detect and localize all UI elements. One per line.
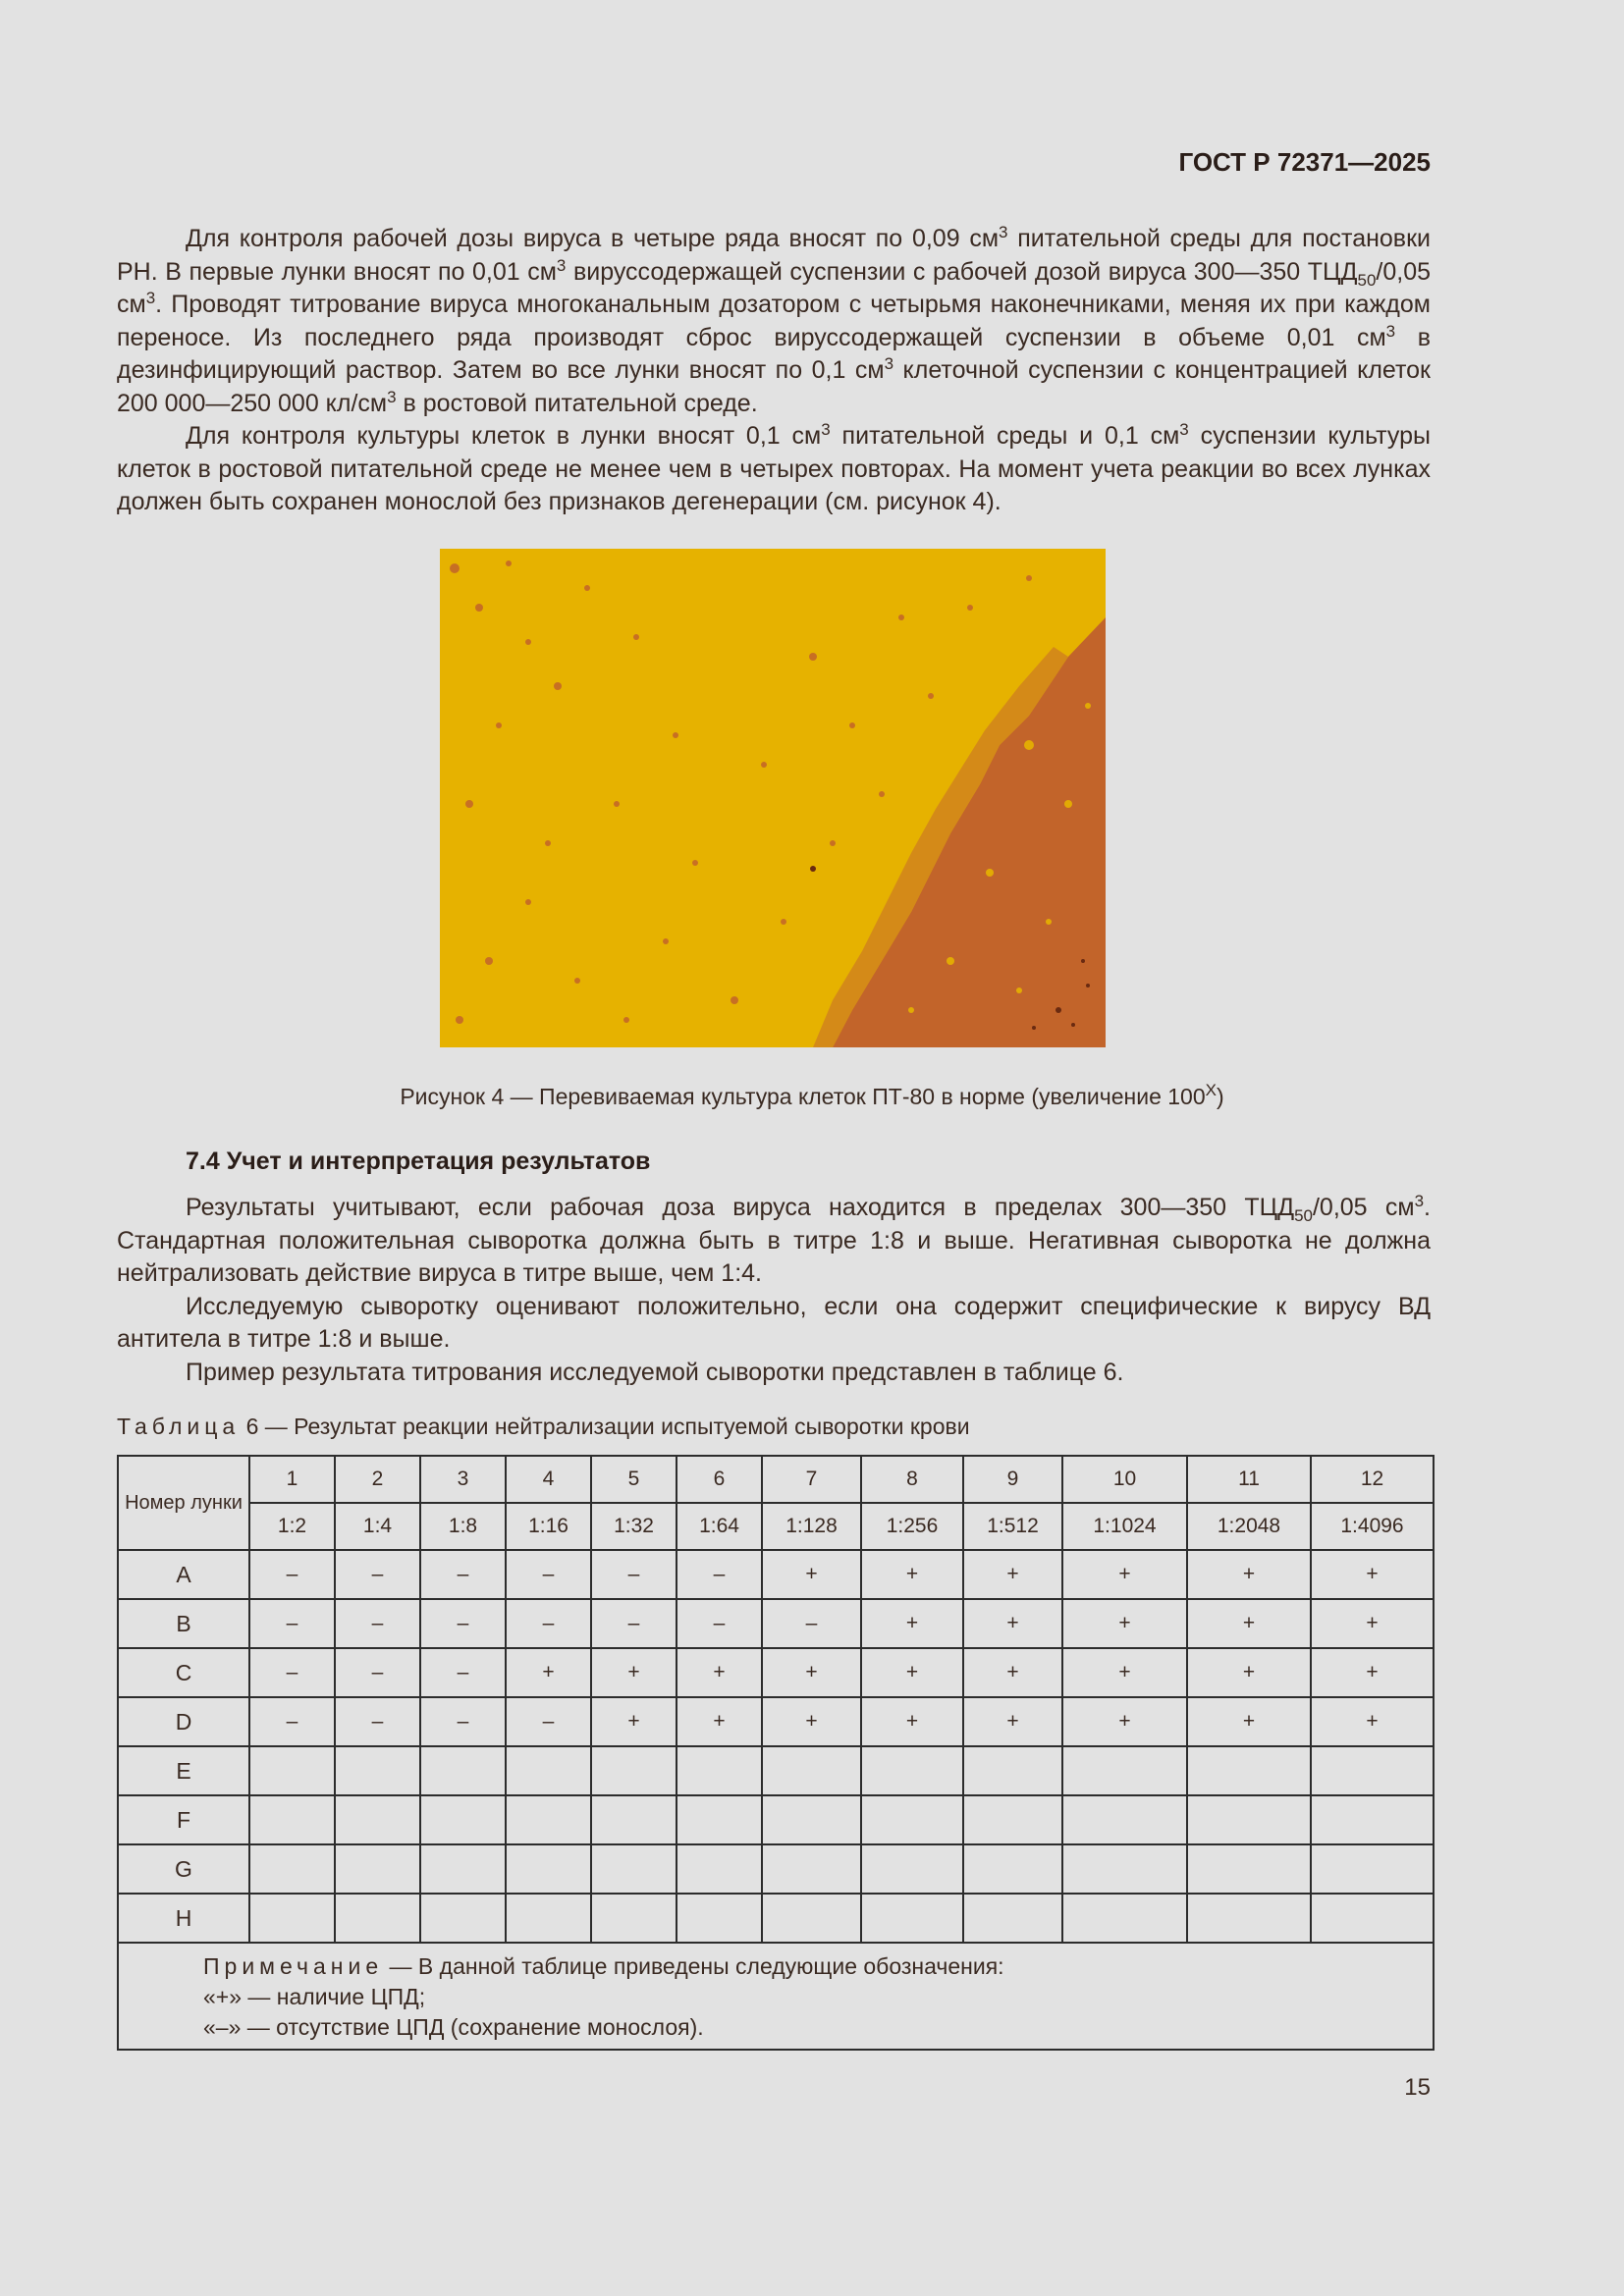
dilution-header: 1:256	[861, 1503, 963, 1550]
result-cell	[506, 1844, 591, 1894]
result-cell: –	[335, 1599, 420, 1648]
well-number-header: 12	[1311, 1456, 1434, 1503]
dilution-header: 1:512	[963, 1503, 1062, 1550]
result-cell	[335, 1795, 420, 1844]
table-row	[118, 1844, 1434, 1894]
dilution-header: 1:32	[591, 1503, 677, 1550]
result-cell: +	[591, 1697, 677, 1746]
result-cell	[506, 1746, 591, 1795]
result-cell: +	[1062, 1599, 1187, 1648]
result-cell: +	[963, 1599, 1062, 1648]
paragraph-positive-evaluation: Исследуемую сыворотку оценивают положительно, если она содержит специфические к вирусу ВД антитела в титре 1:8 и выше.	[117, 1292, 1431, 1353]
table-row	[118, 1795, 1434, 1844]
result-cell: +	[1311, 1550, 1434, 1599]
result-cell	[591, 1844, 677, 1894]
result-cell: –	[506, 1550, 591, 1599]
row-label: E	[118, 1746, 249, 1795]
result-cell	[591, 1746, 677, 1795]
result-cell	[1311, 1894, 1434, 1943]
page-number: 15	[1404, 2074, 1431, 2101]
result-cell	[861, 1746, 963, 1795]
neutralization-results-table	[117, 1455, 1435, 2051]
result-cell: +	[1187, 1550, 1311, 1599]
dilution-header: 1:4096	[1311, 1503, 1434, 1550]
result-cell: –	[249, 1599, 335, 1648]
result-cell	[861, 1795, 963, 1844]
dilution-header: 1:4	[335, 1503, 420, 1550]
table-row	[118, 1746, 1434, 1795]
result-cell	[762, 1746, 861, 1795]
result-cell	[677, 1746, 762, 1795]
result-cell	[420, 1795, 506, 1844]
table-header-dilutions	[118, 1503, 1434, 1550]
result-cell: +	[1311, 1648, 1434, 1697]
result-cell: +	[963, 1550, 1062, 1599]
figure-caption: Рисунок 4 — Перевиваемая культура клеток ПТ-80 в норме (увеличение $100^X$)	[400, 1081, 1224, 1109]
table-row	[118, 1697, 1434, 1746]
table-title: Таблица 6 — Результат реакции нейтрализации испытуемой сыворотки крови	[117, 1414, 970, 1439]
result-cell: +	[762, 1648, 861, 1697]
cell-culture-micrograph	[440, 549, 1106, 1047]
result-cell	[677, 1894, 762, 1943]
result-cell	[420, 1894, 506, 1943]
paragraph-cell-culture-control: Для контроля культуры клеток в лунки вносят 0,1 $см^3$ питательной среды и 0,1 $см^3$ суспензии культуры клеток в ростовой питательной среде не менее чем в четырех повторах. На момент учета реакции во всех лунках должен быть сохранен монослой без признаков дегенерации (см. рисунок 4).	[117, 420, 1431, 515]
row-label: A	[118, 1550, 249, 1599]
result-cell: +	[1187, 1648, 1311, 1697]
result-cell: +	[861, 1550, 963, 1599]
result-cell: +	[1187, 1599, 1311, 1648]
note-plus: «+» — наличие ЦПД;	[203, 1984, 426, 2009]
result-cell	[861, 1844, 963, 1894]
row-label: D	[118, 1697, 249, 1746]
result-cell	[1187, 1844, 1311, 1894]
result-cell	[1187, 1795, 1311, 1844]
result-cell: –	[249, 1550, 335, 1599]
result-cell: –	[249, 1648, 335, 1697]
result-cell	[420, 1746, 506, 1795]
result-cell: –	[420, 1599, 506, 1648]
result-cell: +	[861, 1599, 963, 1648]
result-cell: +	[861, 1697, 963, 1746]
section-heading: 7.4 Учет и интерпретация результатов	[186, 1148, 651, 1175]
row-label: C	[118, 1648, 249, 1697]
result-cell: +	[963, 1648, 1062, 1697]
result-cell	[963, 1795, 1062, 1844]
result-cell	[591, 1795, 677, 1844]
result-cell	[963, 1844, 1062, 1894]
result-cell	[249, 1795, 335, 1844]
well-number-header: 8	[861, 1456, 963, 1503]
result-cell	[1062, 1844, 1187, 1894]
result-cell: –	[420, 1648, 506, 1697]
result-cell	[677, 1795, 762, 1844]
table-row	[118, 1550, 1434, 1599]
row-label: G	[118, 1844, 249, 1894]
result-cell: +	[1311, 1599, 1434, 1648]
dilution-header: 1:2048	[1187, 1503, 1311, 1550]
result-cell	[762, 1844, 861, 1894]
result-cell: +	[1311, 1697, 1434, 1746]
result-cell	[1187, 1746, 1311, 1795]
result-cell	[506, 1795, 591, 1844]
result-cell	[963, 1894, 1062, 1943]
result-cell: +	[506, 1648, 591, 1697]
row-label: B	[118, 1599, 249, 1648]
paragraph-results-conditions: Результаты учитывают, если рабочая доза вируса находится в пределах 300—350 $ТЦД_{50}/0,05$ $см^3$. Стандартная положительная сыворотка должна быть в титре 1:8 и выше. Негативная сыворотка не должна нейтрализовать действие вируса в титре выше, чем 1:4.	[117, 1192, 1431, 1287]
result-cell: +	[1062, 1697, 1187, 1746]
result-cell	[249, 1746, 335, 1795]
paragraph-virus-dose-control: Для контроля рабочей дозы вируса в четыре ряда вносят по 0,09 $см^3$ питательной среды для постановки РН. В первые лунки вносят по 0,01 $см^3$ вируссодержащей суспензии с рабочей дозой вируса 300—350 $ТЦД_{50}/0,05$ $см^3$. Проводят титрование вируса многоканальным дозатором с четырьмя наконечниками, меняя их при каждом переносе. Из последнего ряда производят сброс вируссодержащей суспензии в объеме 0,01 $см^3$ в дезинфицирующий раствор. Затем во все лунки вносят по 0,1 $см^3$ клеточной суспензии с концентрацией клеток 200 000—250 000 $кл/см^3$ в ростовой питательной среде.	[117, 223, 1432, 417]
result-cell	[677, 1844, 762, 1894]
result-cell	[420, 1844, 506, 1894]
section-text	[117, 1192, 1431, 1389]
dilution-header: 1:1024	[1062, 1503, 1187, 1550]
well-number-header: 9	[963, 1456, 1062, 1503]
paragraph-table-reference: Пример результата титрования исследуемой сыворотки представлен в таблице 6.	[186, 1358, 1124, 1386]
result-cell: +	[1062, 1550, 1187, 1599]
result-cell	[249, 1844, 335, 1894]
result-cell: +	[1062, 1648, 1187, 1697]
result-cell: +	[591, 1648, 677, 1697]
well-number-header: 10	[1062, 1456, 1187, 1503]
table-note	[118, 1943, 1434, 2050]
result-cell: +	[963, 1697, 1062, 1746]
result-cell	[335, 1844, 420, 1894]
dilution-header: 1:128	[762, 1503, 861, 1550]
result-cell: –	[591, 1599, 677, 1648]
table-row	[118, 1599, 1434, 1648]
dilution-header: 1:16	[506, 1503, 591, 1550]
result-cell	[249, 1894, 335, 1943]
result-cell: –	[677, 1599, 762, 1648]
result-cell	[335, 1894, 420, 1943]
result-cell: +	[1187, 1697, 1311, 1746]
result-cell	[1062, 1746, 1187, 1795]
result-cell	[963, 1746, 1062, 1795]
dilution-header: 1:8	[420, 1503, 506, 1550]
micrograph-drawing	[440, 549, 1106, 1047]
result-cell: +	[762, 1550, 861, 1599]
result-cell	[762, 1795, 861, 1844]
result-cell	[1311, 1844, 1434, 1894]
result-cell: –	[677, 1550, 762, 1599]
result-cell	[762, 1894, 861, 1943]
result-cell	[506, 1894, 591, 1943]
result-cell	[1062, 1795, 1187, 1844]
well-number-header: 1	[249, 1456, 335, 1503]
result-cell	[335, 1746, 420, 1795]
result-cell: –	[591, 1550, 677, 1599]
well-number-header: 2	[335, 1456, 420, 1503]
dilution-header: 1:64	[677, 1503, 762, 1550]
result-cell: +	[677, 1697, 762, 1746]
result-cell: –	[249, 1697, 335, 1746]
note-intro: Примечание — В данной таблице приведены следующие обозначения:	[203, 1953, 1004, 1979]
table-row	[118, 1894, 1434, 1943]
table-note-row	[118, 1943, 1434, 2050]
well-number-header: 4	[506, 1456, 591, 1503]
result-cell	[1311, 1795, 1434, 1844]
result-cell: +	[677, 1648, 762, 1697]
row-header-label: Номер лунки	[118, 1456, 249, 1550]
well-number-header: 3	[420, 1456, 506, 1503]
note-minus: «–» — отсутствие ЦПД (сохранение монослоя).	[203, 2014, 704, 2040]
result-cell	[861, 1894, 963, 1943]
result-cell: –	[762, 1599, 861, 1648]
well-number-header: 5	[591, 1456, 677, 1503]
result-cell: –	[335, 1697, 420, 1746]
row-label: H	[118, 1894, 249, 1943]
dilution-header: 1:2	[249, 1503, 335, 1550]
result-cell	[1187, 1894, 1311, 1943]
result-cell: –	[506, 1599, 591, 1648]
well-number-header: 7	[762, 1456, 861, 1503]
result-cell: –	[335, 1648, 420, 1697]
well-number-header: 11	[1187, 1456, 1311, 1503]
intro-text	[117, 223, 1431, 519]
result-cell	[591, 1894, 677, 1943]
row-label: F	[118, 1795, 249, 1844]
result-cell	[1311, 1746, 1434, 1795]
result-cell: –	[420, 1550, 506, 1599]
document-id: ГОСТ Р 72371—2025	[1178, 147, 1431, 177]
result-cell: +	[762, 1697, 861, 1746]
result-cell: +	[861, 1648, 963, 1697]
table-header-wells	[118, 1456, 1434, 1503]
result-cell: –	[420, 1697, 506, 1746]
result-cell: –	[506, 1697, 591, 1746]
table-row	[118, 1648, 1434, 1697]
well-number-header: 6	[677, 1456, 762, 1503]
result-cell	[1062, 1894, 1187, 1943]
result-cell: –	[335, 1550, 420, 1599]
